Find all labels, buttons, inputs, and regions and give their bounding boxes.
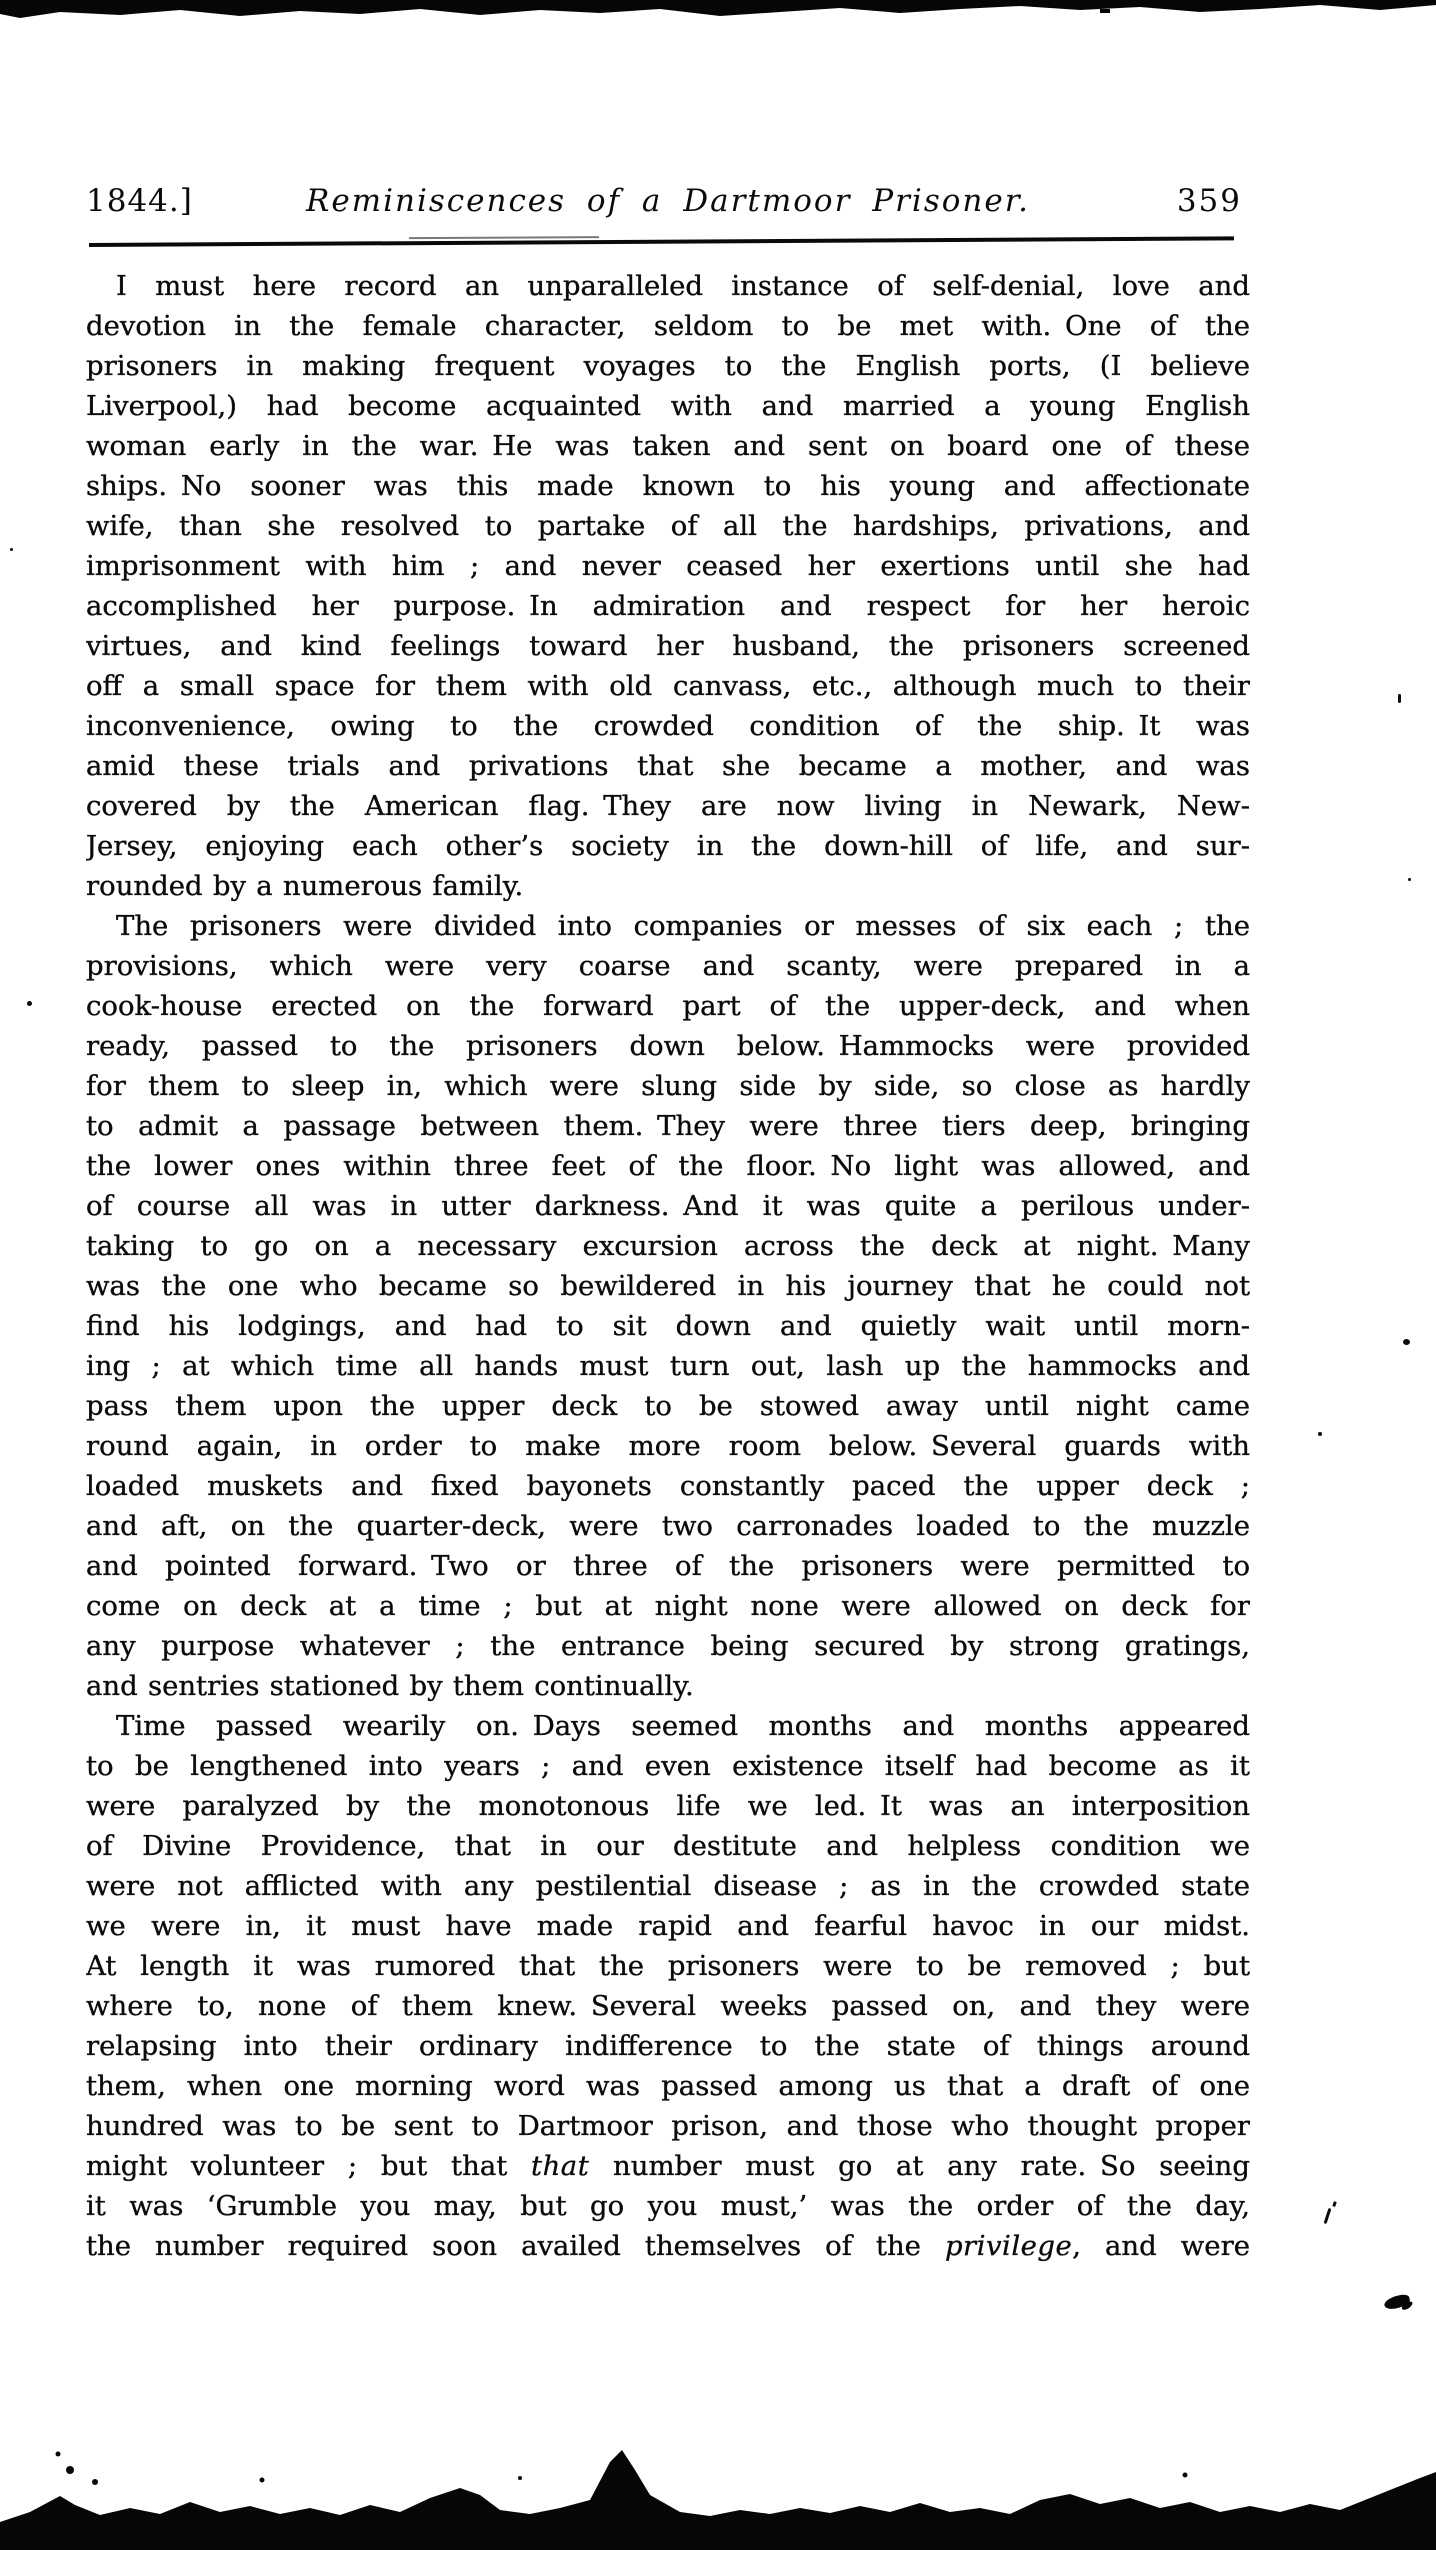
text-line: come on deck at a time ; but at night none were allowed on deck for: [86, 1590, 1250, 1622]
text-line: round again, in order to make more room below. Several guards with: [86, 1430, 1250, 1462]
paragraph: [86, 1706, 1250, 2266]
text-line: for them to sleep in, which were slung side by side, so close as hardly: [86, 1070, 1250, 1102]
text-line: rounded by a numerous family.: [86, 870, 524, 902]
header-page-number: 359: [1176, 183, 1242, 219]
text-line: hundred was to be sent to Dartmoor prison, and those who thought proper: [86, 2110, 1250, 2142]
text-line: were paralyzed by the monotonous life we led. It was an interposition: [86, 1790, 1250, 1822]
body-text-column: [86, 266, 1250, 2266]
text-line: prisoners in making frequent voyages to the English ports, (I believe: [86, 350, 1250, 382]
text-line: taking to go on a necessary excursion across the deck at night. Many: [86, 1230, 1250, 1262]
header-title: Reminiscences of a Dartmoor Prisoner.: [305, 183, 1031, 219]
text-line: and aft, on the quarter-deck, were two carronades loaded to the muzzle: [86, 1510, 1250, 1542]
text-line: amid these trials and privations that she became a mother, and was: [86, 750, 1250, 782]
text-line: pass them upon the upper deck to be stowed away until night came: [86, 1390, 1250, 1422]
text-line: devotion in the female character, seldom to be met with. One of the: [86, 310, 1250, 342]
text-line: to admit a passage between them. They were three tiers deep, bringing: [86, 1110, 1250, 1142]
ink-speck: [1318, 1432, 1322, 1436]
text-line: woman early in the war. He was taken and sent on board one of these: [86, 430, 1250, 462]
header-rule: [89, 236, 1234, 247]
text-line: might volunteer ; but that that number must go at any rate. So seeing: [86, 2150, 1250, 2182]
header-year: 1844.]: [86, 183, 193, 219]
text-line: any purpose whatever ; the entrance being secured by strong gratings,: [86, 1630, 1250, 1662]
paragraph: [86, 906, 1250, 1706]
text-line: was the one who became so bewildered in his journey that he could not: [86, 1270, 1250, 1302]
ink-speck: [27, 1001, 32, 1006]
text-line: imprisonment with him ; and never ceased her exertions until she had: [86, 550, 1250, 582]
text-line: ing ; at which time all hands must turn out, lash up the hammocks and: [86, 1350, 1250, 1382]
ink-speck: [10, 548, 13, 551]
text-line: and pointed forward. Two or three of the prisoners were permitted to: [86, 1550, 1250, 1582]
ink-speck: [1383, 2293, 1411, 2311]
text-line: Time passed wearily on. Days seemed months and months appeared: [116, 1710, 1250, 1742]
text-line: inconvenience, owing to the crowded condition of the ship. It was: [86, 710, 1250, 742]
text-line: virtues, and kind feelings toward her husband, the prisoners screened: [86, 630, 1250, 662]
text-line: it was ‘Grumble you may, but go you must,’ was the order of the day,: [86, 2190, 1250, 2222]
text-line: were not afflicted with any pestilential disease ; as in the crowded state: [86, 1870, 1250, 1902]
text-line: of Divine Providence, that in our destitute and helpless condition we: [86, 1830, 1250, 1862]
text-line: Liverpool,) had become acquainted with and married a young English: [86, 390, 1250, 422]
scan-edge-top: [0, 0, 1436, 30]
text-line: ready, passed to the prisoners down below. Hammocks were provided: [86, 1030, 1250, 1062]
ink-speck: [1324, 2208, 1332, 2224]
paragraph: [86, 266, 1250, 906]
text-line: the number required soon availed themselves of the privilege, and were: [86, 2230, 1250, 2262]
text-line: cook-house erected on the forward part of the upper-deck, and when: [86, 990, 1250, 1022]
text-line: Jersey, enjoying each other’s society in the down-hill of life, and sur-: [86, 830, 1250, 862]
text-line: ships. No sooner was this made known to his young and affectionate: [86, 470, 1250, 502]
running-head: [86, 178, 1250, 224]
text-line: The prisoners were divided into companies or messes of six each ; the: [116, 910, 1250, 942]
text-line: relapsing into their ordinary indifference to the state of things around: [86, 2030, 1250, 2062]
ink-speck: [1408, 878, 1411, 881]
ink-speck: [1403, 1339, 1410, 1345]
text-line: of course all was in utter darkness. And it was quite a perilous under-: [86, 1190, 1250, 1222]
text-line: and sentries stationed by them continually.: [86, 1670, 694, 1702]
text-line: At length it was rumored that the prisoners were to be removed ; but: [86, 1950, 1250, 1982]
text-line: them, when one morning word was passed among us that a draft of one: [86, 2070, 1250, 2102]
text-line: accomplished her purpose. In admiration and respect for her heroic: [86, 590, 1250, 622]
text-line: off a small space for them with old canvass, etc., although much to their: [86, 670, 1250, 702]
text-line: the lower ones within three feet of the floor. No light was allowed, and: [86, 1150, 1250, 1182]
ink-speck: [1398, 694, 1401, 703]
text-line: I must here record an unparalleled instance of self-denial, love and: [116, 270, 1250, 302]
text-line: where to, none of them knew. Several weeks passed on, and they were: [86, 1990, 1250, 2022]
text-line: wife, than she resolved to partake of all the hardships, privations, and: [86, 510, 1250, 542]
text-line: provisions, which were very coarse and scanty, were prepared in a: [86, 950, 1250, 982]
text-line: find his lodgings, and had to sit down and quietly wait until morn-: [86, 1310, 1250, 1342]
scan-edge-bottom: [0, 2430, 1436, 2550]
text-line: covered by the American flag. They are now living in Newark, New-: [86, 790, 1250, 822]
text-line: to be lengthened into years ; and even existence itself had become as it: [86, 1750, 1250, 1782]
text-line: loaded muskets and fixed bayonets constantly paced the upper deck ;: [86, 1470, 1250, 1502]
text-line: we were in, it must have made rapid and fearful havoc in our midst.: [86, 1910, 1250, 1942]
